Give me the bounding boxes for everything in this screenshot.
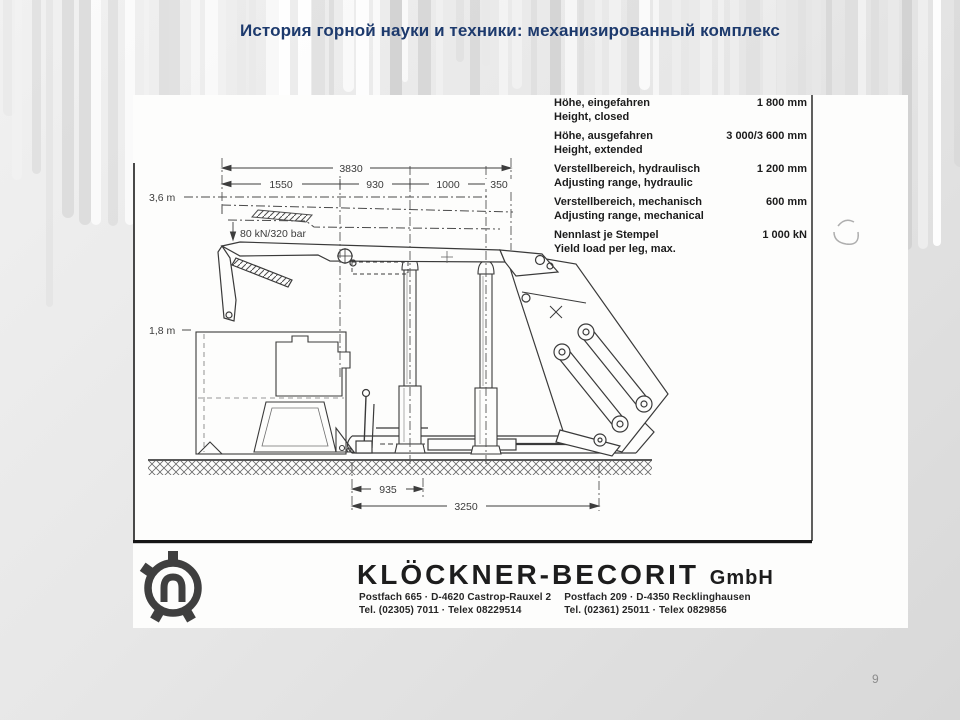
address-recklinghausen	[564, 592, 750, 617]
height-max-label: 3,6 m	[149, 192, 176, 204]
dim-base-front-label: 935	[379, 484, 397, 496]
company-name-line	[357, 559, 774, 591]
spec-label-de: Nennlast je Stempel	[554, 229, 659, 241]
dim-seg1-label: 1550	[269, 179, 293, 191]
spec-label-de: Höhe, eingefahren	[554, 97, 650, 109]
ground-hatch	[148, 460, 652, 475]
spec-label-en: Height, extended	[554, 144, 643, 156]
spec-value: 600 mm	[766, 196, 807, 208]
spec-value: 1 800 mm	[756, 97, 807, 109]
dim-base-total-label: 3250	[454, 501, 478, 513]
spec-label-en: Adjusting range, mechanical	[554, 210, 704, 222]
spec-label-en: Yield load per leg, max.	[554, 243, 676, 255]
address-line: Tel. (02305) 7011 · Telex 08229514	[359, 604, 522, 616]
pen-mark	[834, 220, 858, 244]
spec-label-en: Adjusting range, hydraulic	[554, 177, 693, 189]
spec-value: 1 000 kN	[762, 229, 807, 241]
address-line: Postfach 665 · D-4620 Castrop-Rauxel 2	[359, 592, 552, 603]
address-line: Tel. (02361) 25011 · Telex 0829856	[564, 604, 727, 616]
address-castrop	[359, 592, 551, 617]
spec-label-en: Height, closed	[554, 111, 630, 123]
dim-seg4-label: 350	[490, 179, 508, 191]
spec-label-de: Verstellbereich, hydraulisch	[554, 163, 701, 175]
company-name: KLÖCKNER-BECORIT	[357, 559, 699, 590]
spec-label-de: Verstellbereich, mechanisch	[554, 196, 702, 208]
scanned-brochure-photo	[133, 95, 908, 628]
page-number: 9	[872, 672, 879, 686]
roof-support-diagram	[133, 95, 908, 628]
company-suffix: GmbH	[709, 567, 774, 589]
dim-seg2-label: 930	[366, 179, 384, 191]
dim-overall-label: 3830	[339, 163, 363, 175]
canopy-group	[218, 242, 558, 321]
address-line: Postfach 209 · D-4350 Recklinghausen	[564, 592, 751, 603]
shield-group	[505, 252, 668, 456]
company-addresses	[359, 592, 751, 617]
dim-seg3-label: 1000	[436, 179, 460, 191]
machinery-group	[196, 332, 354, 454]
spec-value: 3 000/3 600 mm	[726, 130, 807, 142]
slide-title: История горной науки и техники: механизированный комплекс	[240, 21, 780, 40]
frame-border	[133, 95, 812, 543]
height-min-label: 1,8 m	[149, 325, 176, 337]
legs-group	[395, 257, 501, 454]
spec-label-de: Höhe, ausgefahren	[554, 130, 654, 142]
setting-force-label: 80 kN/320 bar	[240, 228, 306, 240]
spec-value: 1 200 mm	[756, 163, 807, 175]
kloeckner-logo	[138, 551, 208, 623]
